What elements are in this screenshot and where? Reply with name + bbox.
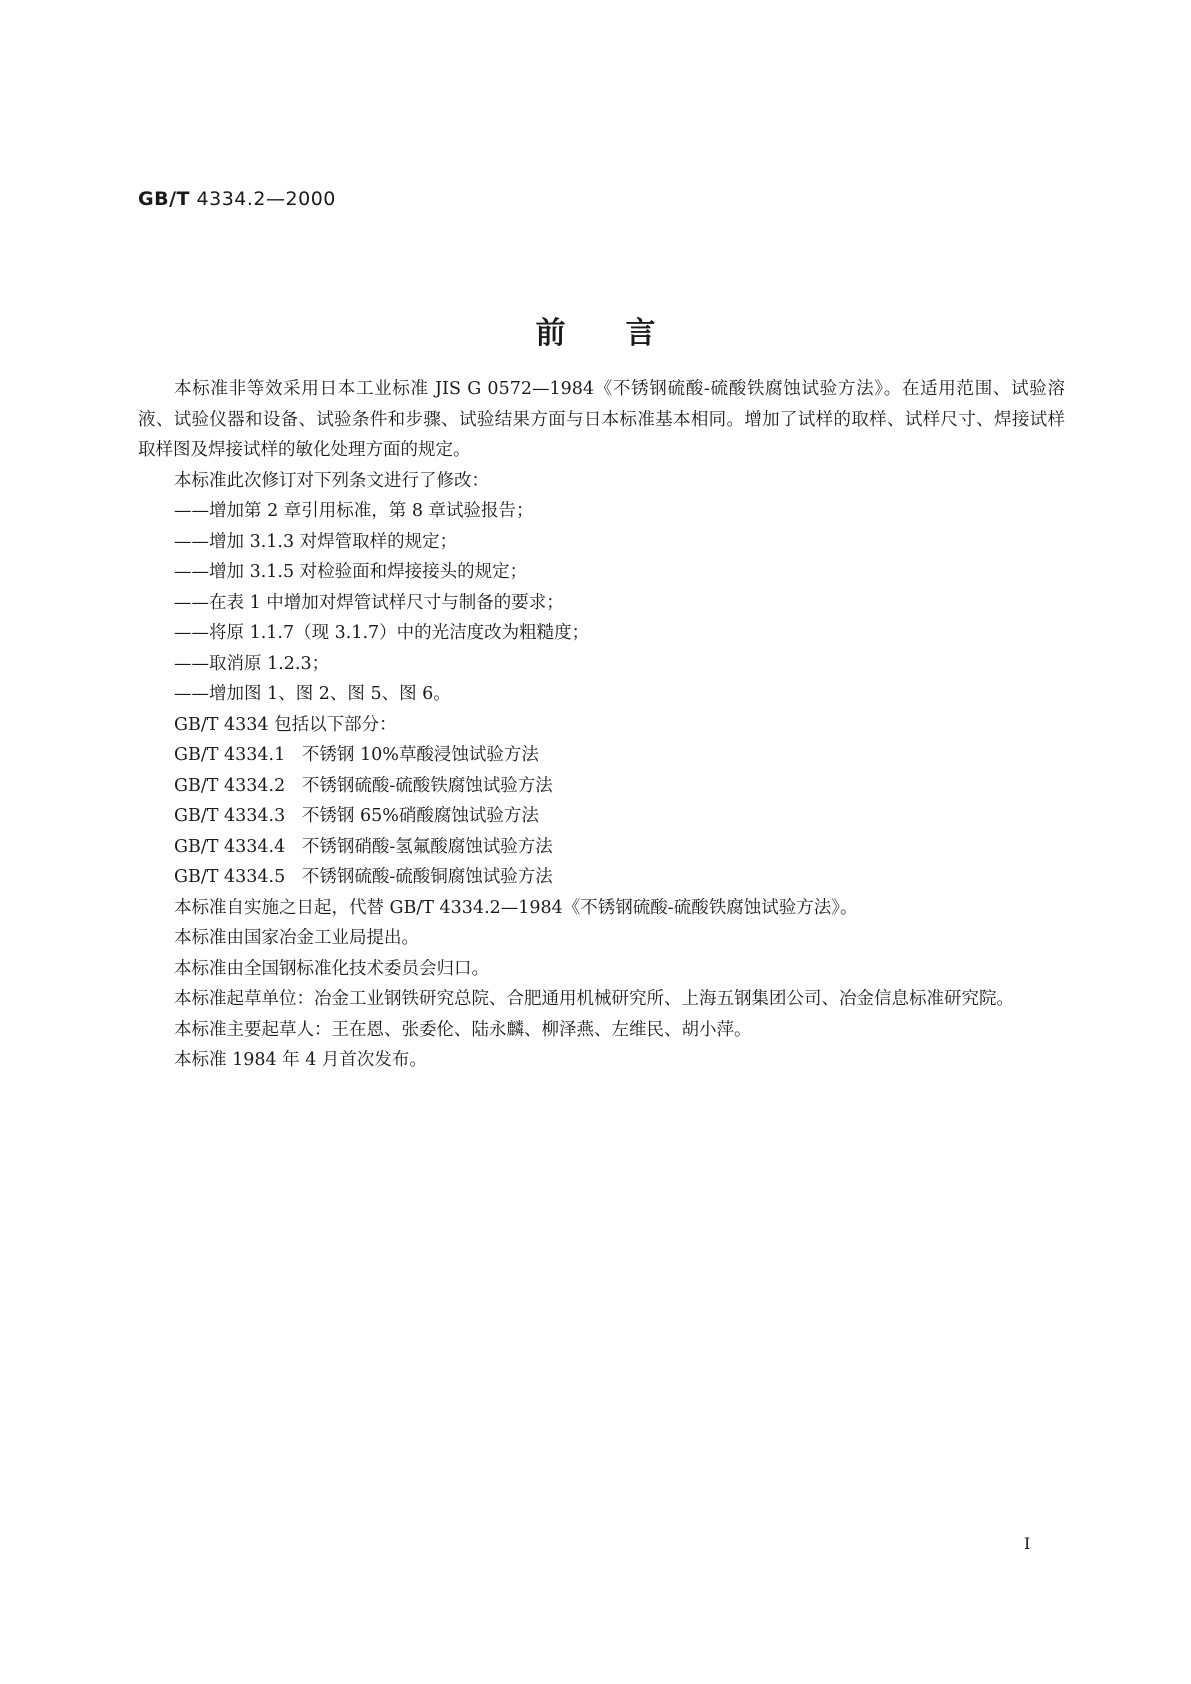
part-item: GB/T 4334.2 不锈钢硫酸-硫酸铁腐蚀试验方法 [174, 775, 553, 796]
standard-code [138, 188, 336, 210]
committee-statement: 本标准由全国钢标准化技术委员会归口。 [174, 958, 489, 979]
document-body [138, 374, 1065, 1076]
intro-paragraph: 本标准非等效采用日本工业标准 JIS G 0572—1984《不锈钢硫酸-硫酸铁腐蚀试验方法》。在适用范围、试验溶液、试验仪器和设备、试验条件和步骤、试验结果方面与日本标准基本相同。增加了试样的取样、试样尺寸、焊接试样取样图及焊接试样的敏化处理方面的规定。 [138, 379, 1065, 460]
revision-item: ——增加 3.1.5 对检验面和焊接接头的规定； [174, 562, 528, 582]
revision-item: ——增加 3.1.3 对焊管取样的规定； [174, 531, 458, 552]
page-number: I [1024, 1534, 1031, 1553]
revision-item: ——增加图 1、图 2、图 5、图 6。 [174, 684, 451, 704]
standard-number: 4334.2—2000 [196, 188, 336, 210]
part-item: GB/T 4334.3 不锈钢 65%硝酸腐蚀试验方法 [174, 806, 539, 826]
revision-item: ——将原 1.1.7（现 3.1.7）中的光洁度改为粗糙度； [174, 623, 590, 643]
part-item: GB/T 4334.5 不锈钢硫酸-硫酸铜腐蚀试验方法 [174, 867, 553, 887]
proposer-statement: 本标准由国家冶金工业局提出。 [174, 928, 419, 948]
revision-item: ——增加第 2 章引用标准，第 8 章试验报告； [174, 501, 534, 521]
standard-prefix: GB/T [138, 188, 190, 210]
replacement-statement: 本标准自实施之日起，代替 GB/T 4334.2—1984《不锈钢硫酸-硫酸铁腐蚀试验方法》。 [174, 897, 858, 918]
page-title: 前言 [535, 316, 716, 351]
parts-intro: GB/T 4334 包括以下部分： [174, 714, 397, 735]
part-item: GB/T 4334.4 不锈钢硝酸-氢氟酸腐蚀试验方法 [174, 836, 553, 857]
revision-item: ——在表 1 中增加对焊管试样尺寸与制备的要求； [174, 592, 564, 613]
drafters: 本标准主要起草人：王在恩、张委伦、陆永麟、柳泽燕、左维民、胡小萍。 [174, 1019, 752, 1040]
drafting-units: 本标准起草单位：冶金工业钢铁研究总院、合肥通用机械研究所、上海五钢集团公司、冶金信息标准研究院。 [174, 989, 1014, 1009]
part-item: GB/T 4334.1 不锈钢 10%草酸浸蚀试验方法 [174, 745, 539, 765]
first-publication: 本标准 1984 年 4 月首次发布。 [174, 1050, 427, 1070]
revision-item: ——取消原 1.2.3； [174, 653, 330, 674]
revision-intro: 本标准此次修订对下列条文进行了修改： [174, 470, 489, 491]
